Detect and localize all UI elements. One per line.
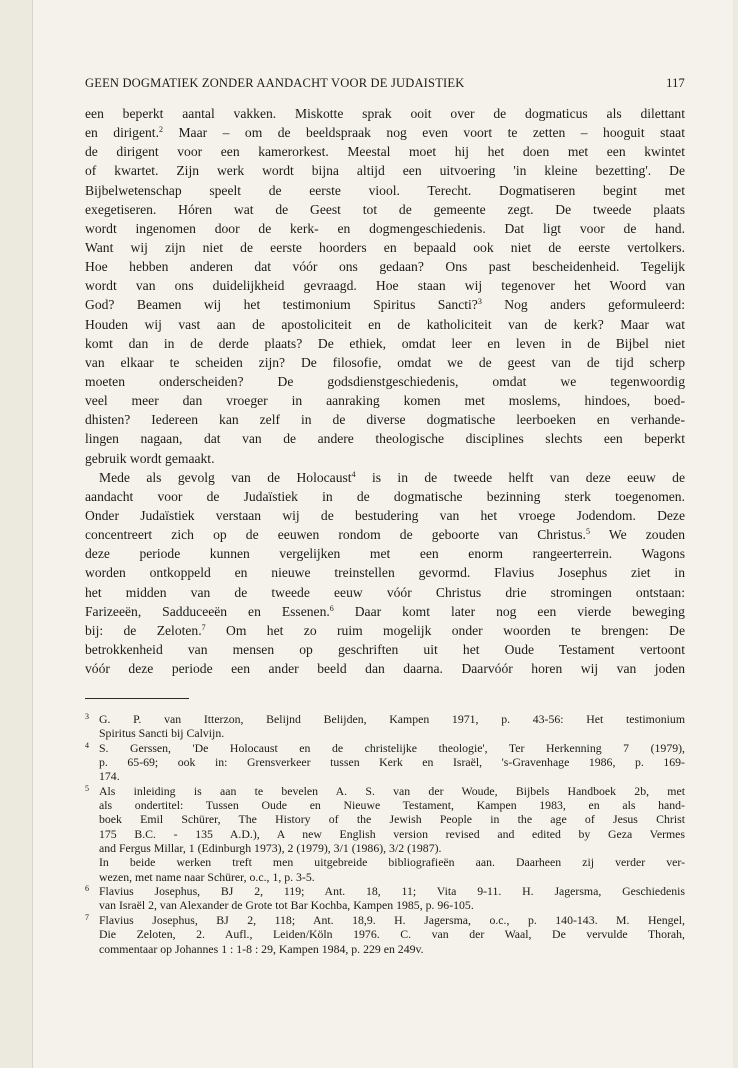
footnotes [85,712,685,956]
footnote-number: 7 [85,912,89,922]
running-title: GEEN DOGMATIEK ZONDER AANDACHT VOOR DE JUDAISTIEK [85,76,465,90]
text-line: Bijbelwetenschap speelt de eerste viool. Terecht. Dogmatiseren begint met [85,182,685,198]
text-line: van elkaar te scheiden zijn? De filosofie, omdat we de geest van de tijd scherp [85,354,685,370]
footnote-line: p. 65-69; ook in: Grensverkeer tussen Kerk en Israël, 's-Gravenhage 1986, p. 169- [99,755,685,770]
footnote-line: In beide werken treft men uitgebreide bibliografieën aan. Daarheen zij verder ver- [99,855,685,870]
text-line: Onder Judaïstiek verstaan wij de bestudering van het vroege Jodendom. Deze [85,507,685,523]
text-line: concentreert zich op de eeuwen rondom de geboorte van Christus.$^5$ We zouden [85,527,685,543]
text-line: een beperkt aantal vakken. Miskotte sprak ooit over de dogmaticus als dilettant [85,106,685,121]
footnote-line: Flavius Josephus, BJ 2, 119; Ant. 18, 11; Vita 9-11. H. Jagersma, Geschiedenis [99,884,685,899]
text-line: moeten onderscheiden? De godsdienstgeschiedenis, omdat we tegenwoordig [85,373,685,389]
footnote-number: 5 [85,783,89,793]
footnote-ref: 3 [477,297,482,307]
text-line: vóór deze periode een ander beeld dan daarna. Daarvóór horen wij van joden [85,661,685,677]
text-line: Want wij zijn niet de eerste hoorders en bepaald ook niet de eerste vertolkers. [85,239,685,255]
footnote-line: 175 B.C. - 135 A.D.), A new English version revised and edited by Geza Vermes [99,826,685,841]
text-line: lingen nagaan, dat van de andere theologische disciplines slechts een beperkt [85,431,685,447]
text-line: Mede als gevolg van de Holocaust$^4$ is in de tweede helft van deze eeuw de [99,469,685,485]
page-number: 117 [666,76,685,90]
paragraph-1 [85,104,685,468]
text-line: bij: de Zeloten.$^7$ Om het zo ruim mogelijk onder woorden te brengen: De [85,622,686,638]
footnote-line: Als inleiding is aan te bevelen A. S. van der Woude, Bijbels Handboek 2b, met [99,783,685,798]
footnote-ref: 4 [351,469,356,479]
text-line: veel meer dan vroeger in aanraking komen met moslems, hindoes, boed- [85,393,685,409]
paragraph-2 [85,468,685,679]
footnote-line: wezen, met name naar Schürer, o.c., 1, p. 3-5. [99,869,315,884]
text-line: gebruik wordt gemaakt. [85,450,215,466]
text-line: worden ontkoppeld en nieuwe treinstellen gevormd. Flavius Josephus ziet in [85,565,685,581]
text-line: Houden wij vast aan de apostoliciteit en de katholiciteit van de kerk? Maar wat [85,316,685,332]
text-line: deze periode kunnen vergelijken met een enorm rangeerterrein. Wagons [85,546,685,562]
footnote-line: commentaar op Johannes 1 : 1-8 : 29, Kampen 1984, p. 229 en 249v. [99,941,424,956]
text-line: en dirigent.$^2$ Maar – om de beeldspraak nog even voort te zetten – hooguit staat [85,125,685,141]
text-line: Hoe hebben anderen dat vóór ons gedaan? Ons past bescheidenheid. Tegelijk [85,259,685,275]
text-line: exegetiseren. Hóren wat de Geest tot de gemeente zegt. De tweede plaats [85,201,685,217]
footnote-line: Flavius Josephus, BJ 2, 118; Ant. 18,9. H. Jagersma, o.c., p. 140-143. M. Hengel, [99,912,685,927]
text-line: wordt ingenomen door de kerk- en dogmengeschiedenis. Dat ligt voor de hand. [85,220,685,236]
footnote-line: Spiritus Sancti bij Calvijn. [99,726,225,741]
footnote-number: 4 [85,740,89,750]
text-line: Farizeeën, Sadduceeën en Essenen.$^6$ Daar komt later nog een vierde beweging [85,603,685,619]
text-line: of kwartet. Zijn werk wordt bijna altijd een uitvoering 'in kleine bezetting'. De [85,163,685,179]
text-line: komt dan in de derde plaats? De ethiek, omdat leer en leven in de Bijbel niet [85,335,685,351]
text-line: wordt van ons duidelijkheid gevraagd. Hoe staan wij tegenover het Woord van [85,278,685,294]
footnote-number: 3 [85,712,89,721]
footnote-7 [85,913,685,956]
footnote-separator [85,698,189,699]
main-text [85,104,685,678]
text-line: de dirigent voor een kamerorkest. Meestal moet hij het doen met een kwintet [85,144,685,160]
footnote-ref: 5 [585,527,590,537]
footnote-line: als ondertitel: Tussen Oude en Nieuwe Testament, Kampen 1983, en als hand- [99,798,685,813]
text-line: het midden van de tweede eeuw vóór Christus drie stromingen ontstaan: [85,584,685,600]
footnote-line: S. Gerssen, 'De Holocaust en de christelijke theologie', Ter Herkenning 7 (1979), [99,740,685,755]
footnote-line: G. P. van Itterzon, Belijnd Belijden, Kampen 1971, p. 43-56: Het testimonium [99,712,685,726]
text-line: aandacht voor de Judaïstiek in de dogmatische bezinning sterk toegenomen. [85,488,685,504]
footnote-line: van Israël 2, van Alexander de Grote tot Bar Kochba, Kampen 1985, p. 96-105. [99,898,474,913]
footnote-6 [85,884,685,913]
footnote-line: boek Emil Schürer, The History of the Jewish People in the age of Jesus Christ [99,812,685,827]
text-line: God? Beamen wij het testimonium Spiritus Sancti?$^3$ Nog anders geformuleerd: [85,297,685,313]
footnote-ref: 6 [329,603,334,613]
footnote-ref: 2 [158,125,163,135]
text-line: dhisten? Iedereen kan zelf in de diverse dogmatische leerboeken en verhande- [85,412,685,428]
footnote-ref: 7 [201,622,206,632]
footnote-5 [85,784,685,884]
footnote-line: Die Zeloten, 2. Aufl., Leiden/Köln 1976. C. van der Waal, De vervulde Thorah, [99,927,685,942]
footnote-number: 6 [85,884,89,894]
footnote-3 [85,712,685,741]
footnote-line: 174. [99,769,120,784]
footnote-4 [85,741,685,784]
text-line: betrokkenheid van mensen op geschriften uit het Oude Testament vertoont [85,641,685,657]
footnote-line: and Fergus Millar, 1 (Edinburgh 1973), 2 (1979), 3/1 (1986), 3/2 (1987). [99,841,442,856]
running-header [85,76,685,96]
